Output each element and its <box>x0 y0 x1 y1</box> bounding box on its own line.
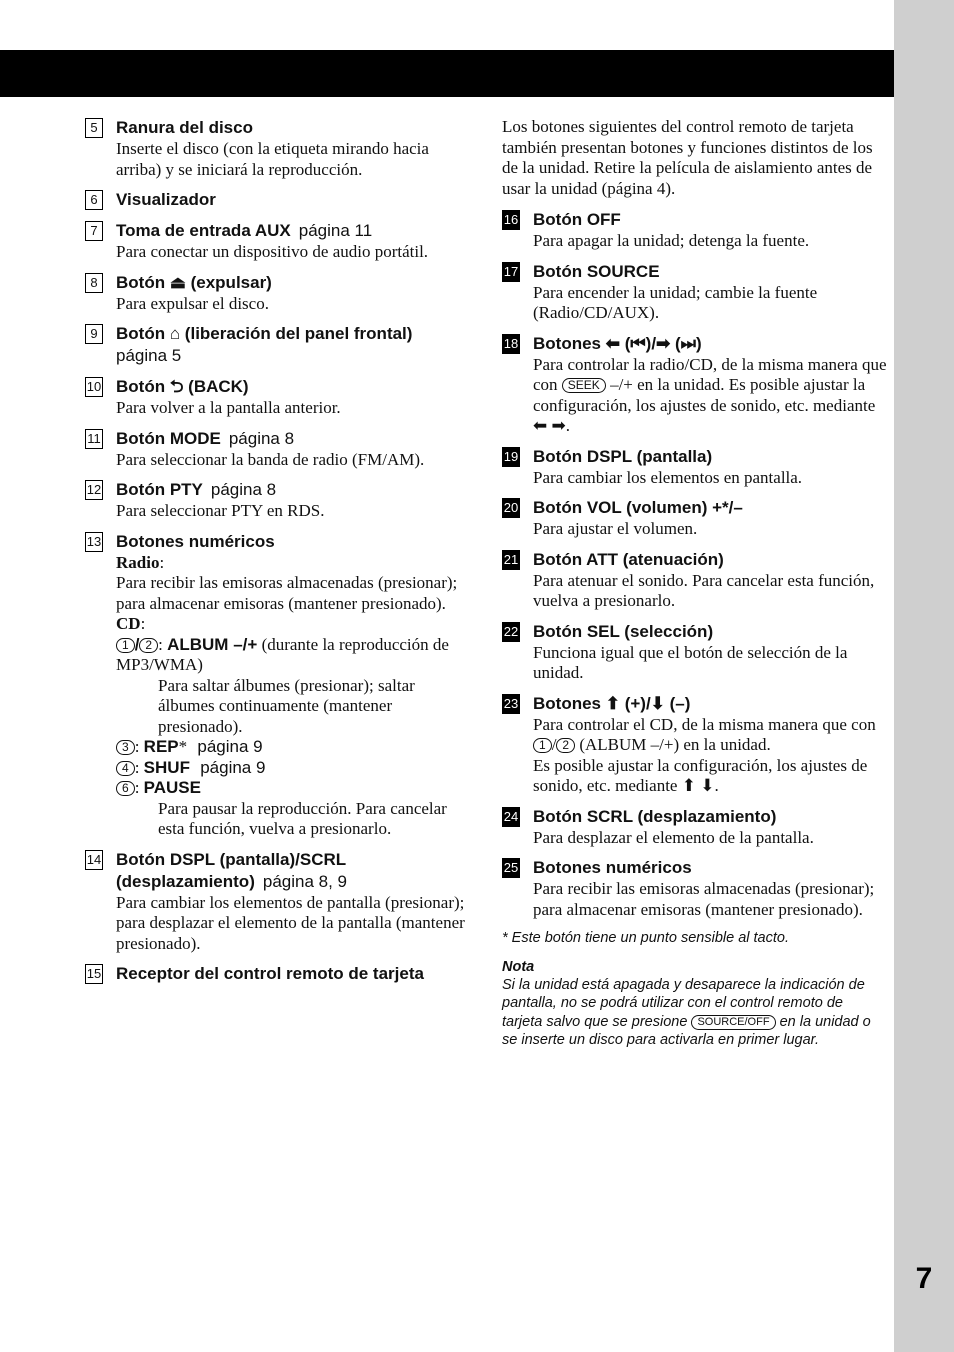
item-11 <box>85 428 470 471</box>
item-12 <box>85 479 470 522</box>
item-title: Botón DSPL (pantalla)/SCRL (desplazamiento) <box>116 849 346 891</box>
cd-label: CD <box>116 614 141 633</box>
item-title: Botón PTY <box>116 480 203 499</box>
item-19 <box>502 446 887 489</box>
item-title: Botones ⬅ (⏮)/➡ (⏭) <box>533 333 702 353</box>
pause-label: PAUSE <box>143 778 201 797</box>
item-title: Botón SOURCE <box>533 261 660 281</box>
item-21 <box>502 549 887 612</box>
item-title: Botones numéricos <box>533 858 692 877</box>
header-bar <box>0 50 894 97</box>
page-ref: página 5 <box>116 346 182 365</box>
item-title: Botón DSPL (pantalla) <box>533 446 713 466</box>
note-text-a: Si la unidad está apagada y desaparece la indicación de pantalla, no se podrá utilizar con el control remoto de tarjeta salvo que se presione <box>502 976 865 1030</box>
item-title: Ranura del disco <box>116 118 253 137</box>
item-number: 24 <box>502 807 520 827</box>
album-desc: Para saltar álbumes (presionar); saltar álbumes continuamente (mantener presionado). <box>158 675 415 736</box>
item-desc-a: Para controlar la radio/CD, de la misma manera que con <box>533 354 887 394</box>
item-16 <box>502 209 887 252</box>
item-title: Botón ⏏ (expulsar) <box>116 272 272 292</box>
key-3: 3 <box>116 740 135 755</box>
item-title: Botón VOL (volumen) +*/– <box>533 498 743 517</box>
item-title: Visualizador <box>116 190 216 209</box>
item-13: 13 Botones numéricos Radio: Para recibir las emisoras almacenadas (presionar); para almacenar emisoras (mantener presionado). CD: 1 / 2 : ALBUM –/+ (durante la reproducción de MP3/WMA) Para saltar álbumes (presionar); saltar álbumes continuamente (mantener presionado). 3 : REP* página 9 4 : SHUF página 9 6 : PAUSE Para pausar la reproducción. Para cancelar esta función, vuelva a presionarlo. <box>85 531 470 840</box>
item-title: Botones ⬆ (+)/⬇ (–) <box>533 693 691 713</box>
item-8 <box>85 272 470 315</box>
key-2: 2 <box>556 738 575 753</box>
item-18 <box>502 333 887 437</box>
item-number: 7 <box>85 221 103 241</box>
key-1: 1 <box>533 738 552 753</box>
item-desc: Para volver a la pantalla anterior. <box>116 398 341 417</box>
radio-desc: Para recibir las emisoras almacenadas (presionar); para almacenar emisoras (mantener presionado). <box>116 573 458 613</box>
item-title: Botón ⌂ (liberación del panel frontal) <box>116 324 413 343</box>
item-desc: Para expulsar el disco. <box>116 293 269 313</box>
item-number: 5 <box>85 118 103 138</box>
item-desc: Para ajustar el volumen. <box>533 519 698 538</box>
item-5 <box>85 117 470 180</box>
left-column <box>85 117 470 994</box>
item-desc: Para seleccionar PTY en RDS. <box>116 501 325 520</box>
album-label: ALBUM –/+ <box>167 634 258 654</box>
page-ref: página 8 <box>210 480 277 499</box>
item-24 <box>502 806 887 849</box>
item-20 <box>502 497 887 540</box>
item-desc: Para recibir las emisoras almacenadas (presionar); para almacenar emisoras (mantener presionado). <box>533 879 875 919</box>
item-desc: Para conectar un dispositivo de audio portátil. <box>116 242 429 261</box>
item-number: 16 <box>502 210 520 230</box>
page-ref: página 11 <box>298 221 373 240</box>
item-number: 22 <box>502 622 520 642</box>
item-desc: Para desplazar el elemento de la pantalla. <box>533 827 814 847</box>
item-number: 23 <box>502 694 520 714</box>
item-desc: Para cambiar los elementos en pantalla. <box>533 467 803 487</box>
key-4: 4 <box>116 761 135 776</box>
item-desc: Para atenuar el sonido. Para cancelar esta función, vuelva a presionarlo. <box>533 570 875 610</box>
item-number: 21 <box>502 550 520 570</box>
item-title: Botones numéricos <box>116 531 275 551</box>
item-desc-b: –/+ en la unidad. Es posible ajustar la configuración, los ajustes de sonido, etc. mediante ⬅ ➡. <box>533 375 876 435</box>
item-10 <box>85 376 470 419</box>
item-number: 19 <box>502 447 520 467</box>
item-14 <box>85 849 470 955</box>
item-title: Botón SCRL (desplazamiento) <box>533 806 777 826</box>
footnote: * Este botón tiene un punto sensible al tacto. <box>502 930 789 946</box>
rep-ref: página 9 <box>197 737 263 756</box>
seek-key: SEEK <box>562 378 606 393</box>
item-number: 10 <box>85 377 103 397</box>
item-desc-b: (ALBUM –/+) en la unidad. <box>579 735 771 754</box>
item-number: 18 <box>502 334 520 354</box>
item-6 <box>85 189 470 211</box>
item-17 <box>502 261 887 324</box>
item-desc-c: Es posible ajustar la configuración, los ajustes de sonido, etc. mediante ⬆ ⬇. <box>533 755 868 795</box>
key-6: 6 <box>116 781 135 796</box>
item-number: 11 <box>85 429 103 449</box>
item-15 <box>85 963 470 985</box>
intro-text: Los botones siguientes del control remoto de tarjeta también presentan botones y funciones distintos de los de la unidad. Retire la película de aislamiento antes de usar la unidad (página 4). <box>502 117 873 198</box>
page-number: 7 <box>915 1262 933 1295</box>
radio-label: Radio <box>116 552 160 572</box>
item-title: Botón SEL (selección) <box>533 621 714 641</box>
item-desc: Para encender la unidad; cambie la fuente (Radio/CD/AUX). <box>533 282 818 322</box>
right-column <box>502 117 887 1050</box>
item-number: 14 <box>85 850 103 870</box>
key-2: 2 <box>139 638 158 653</box>
side-tab <box>894 0 954 1352</box>
item-title: Botón ATT (atenuación) <box>533 549 724 569</box>
item-7 <box>85 220 470 263</box>
item-desc: Para cambiar los elementos de pantalla (presionar); para desplazar el elemento de la pantalla (mantener presionado). <box>116 892 465 953</box>
item-title: Toma de entrada AUX <box>116 221 291 240</box>
page-ref: página 8, 9 <box>262 871 347 891</box>
rep-label: REP <box>143 737 179 756</box>
item-number: 6 <box>85 190 103 210</box>
page-ref: página 8 <box>228 428 295 448</box>
item-number: 15 <box>85 964 103 984</box>
item-desc: Para apagar la unidad; detenga la fuente. <box>533 231 810 250</box>
note-text-b: en la unidad o se inserte un disco para activarla en primer lugar. <box>502 1013 871 1048</box>
item-number: 9 <box>85 324 103 344</box>
item-9 <box>85 323 470 367</box>
source-off-key: SOURCE/OFF <box>691 1015 775 1030</box>
item-number: 17 <box>502 262 520 282</box>
item-title: Botón OFF <box>533 210 621 229</box>
item-number: 8 <box>85 273 103 293</box>
item-title: Receptor del control remoto de tarjeta <box>116 964 424 983</box>
note-title: Nota <box>502 958 535 975</box>
item-desc-a: Para controlar el CD, de la misma manera que con <box>533 714 876 734</box>
item-number: 20 <box>502 498 520 518</box>
item-number: 12 <box>85 480 103 500</box>
item-23: 23 Botones ⬆ (+)/⬇ (–) Para controlar el CD, de la misma manera que con 1 / 2 (ALBUM –/+) en la unidad. Es posible ajustar la configuración, los ajustes de sonido, etc. mediante ⬆ ⬇. <box>502 693 887 797</box>
pause-desc: Para pausar la reproducción. Para cancelar esta función, vuelva a presionarlo. <box>158 798 447 838</box>
item-desc: Para seleccionar la banda de radio (FM/AM). <box>116 449 425 469</box>
shuf-ref: página 9 <box>200 757 266 777</box>
item-number: 13 <box>85 532 103 552</box>
item-title: Botón MODE <box>116 428 221 448</box>
item-desc: Inserte el disco (con la etiqueta mirando hacia arriba) y se iniciará la reproducción. <box>116 139 429 179</box>
item-desc: Funciona igual que el botón de selección de la unidad. <box>533 642 848 682</box>
item-25 <box>502 857 887 920</box>
item-number: 25 <box>502 858 520 878</box>
item-22 <box>502 621 887 684</box>
album-note: (durante la reproducción de MP3/WMA) <box>116 634 449 674</box>
item-title: Botón ⮌ (BACK) <box>116 377 249 396</box>
shuf-label: SHUF <box>143 757 190 777</box>
key-1: 1 <box>116 638 135 653</box>
